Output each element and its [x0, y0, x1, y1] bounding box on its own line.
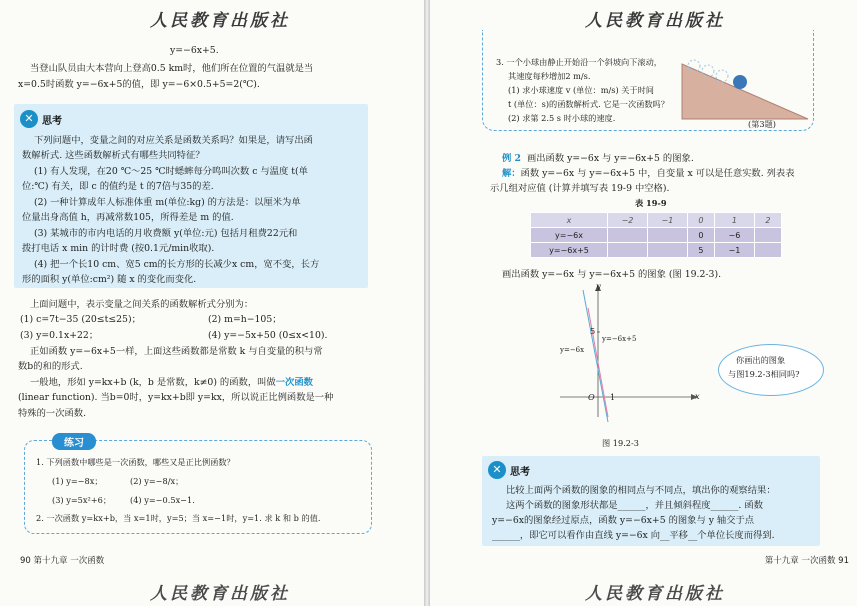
function-graph: [550, 282, 700, 432]
table-cell: [608, 243, 648, 258]
think-line: (2) 一种计算成年人标准体重 m(单位:kg) 的方法是：以厘米为单: [34, 197, 301, 208]
paragraph-line: x=0.5时函数 y=−6x+5的值，即 y=−6×0.5+5=2(℃).: [18, 79, 260, 90]
tick-label: 1: [610, 392, 616, 402]
table-cell: [647, 228, 687, 243]
tick-label: 5: [590, 326, 596, 336]
solution-label: 解：: [502, 168, 521, 179]
think-box: [14, 104, 368, 288]
think-icon: ✕: [488, 461, 506, 479]
definition-text: 一般地，形如 y=kx+b (k，b 是常数，k≠0) 的函数，叫做: [30, 377, 276, 388]
answer-item: (4) y=−5x+50 (0≤x<10).: [208, 330, 328, 341]
definition-line: [30, 376, 313, 390]
think-line: (1) 有人发现，在20 ℃～25 ℃时蟋蟀每分鸣叫次数 c 与温度 t(单: [34, 166, 308, 177]
table-cell: [754, 243, 781, 258]
definition-line: (linear function). 当b=0时，y=kx+b即 y=kx，所以说正比例函数是一种: [18, 392, 334, 403]
figure-caption: (第3题): [748, 119, 776, 129]
think-line: (4) 把一个长10 cm、宽5 cm的长方形的长减少x cm，宽不变，长方: [34, 259, 320, 270]
table-cell: y=−6x: [531, 228, 608, 243]
value-table: [530, 212, 782, 258]
line-label: y=−6x+5: [602, 335, 637, 343]
table-cell: −1: [647, 213, 687, 228]
exercise-line: (2) 求第 2.5 s 时小球的速度.: [508, 113, 616, 123]
table-row: [531, 243, 782, 258]
table-cell: x: [531, 213, 608, 228]
answer-intro: 上面问题中，表示变量之间关系的函数解析式分别为：: [30, 299, 254, 310]
table-cell: −2: [608, 213, 648, 228]
example-label: 例 2: [502, 153, 522, 164]
line-label: y=−6x: [560, 346, 585, 354]
table-title: 表 19-9: [635, 198, 667, 208]
think-line: 下列问题中，变量之间的对应关系是函数关系吗？如果是，请写出函: [34, 135, 313, 146]
table-cell: −6: [714, 228, 754, 243]
solution-text: 函数 y=−6x 与 y=−6x+5 中，自变量 x 可以是任意实数. 列表表: [520, 168, 795, 179]
think-icon: ✕: [20, 110, 38, 128]
table-cell: [754, 228, 781, 243]
think-line: (3) 某城市的市内电话的月收费额 y(单位:元) 包括月租费22元和: [34, 228, 298, 239]
practice-option: (2) y=−8/x；: [130, 476, 184, 486]
table-cell: y=−6x+5: [531, 243, 608, 258]
paragraph-line: 正如函数 y=−6x+5一样，上面这些函数都是常数 k 与自变量的积与常: [30, 346, 323, 357]
exercise-line: t (单位：s)的函数解析式. 它是一次函数吗？: [508, 99, 669, 109]
exercise-line: 其速度每秒增加2 m/s.: [508, 71, 591, 81]
example-text: 画出函数 y=−6x 与 y=−6x+5 的图象.: [526, 153, 694, 164]
practice-question: 2. 一次函数 y=kx+b，当 x=1时，y=5；当 x=−1时，y=1. 求 k 和 b 的值.: [36, 513, 321, 523]
paragraph-line: 当登山队员由大本营向上登高0.5 km时，他们所在位置的气温就是当: [30, 63, 314, 74]
table-cell: [647, 243, 687, 258]
publisher-logo: 人民教育出版社: [585, 11, 725, 31]
footer-logo: 人民教育出版社: [585, 584, 725, 604]
paragraph-line: 数b的和的形式.: [18, 361, 83, 372]
solution-line: 示几组对应值 (计算并填写表 19-9 中空格).: [490, 183, 670, 194]
exercise-line: 3. 一个小球由静止开始沿一个斜坡向下滚动，: [496, 57, 662, 67]
answer-item: (2) m=h−105；: [208, 314, 282, 325]
think-title: 思考: [510, 467, 530, 478]
think-line: y=−6x的图象经过原点，函数 y=−6x+5 的图象与 y 轴交于点: [492, 515, 755, 526]
page-number: 90 第十九章 一次函数: [20, 556, 105, 566]
table-row: [531, 228, 782, 243]
practice-option: (4) y=−0.5x−1.: [130, 495, 195, 505]
definition-line: 特殊的一次函数.: [18, 408, 87, 419]
practice-option: (1) y=−8x；: [52, 476, 103, 486]
right-page: [430, 0, 857, 606]
footer-logo: 人民教育出版社: [150, 584, 290, 604]
exercise-line: (1) 求小球速度 v (单位：m/s) 关于时间: [508, 85, 654, 95]
answer-item: (1) c=7t−35 (20≤t≤25)；: [20, 314, 141, 325]
left-page: [0, 0, 424, 606]
table-header-row: [531, 213, 782, 228]
cloud-text: 与图19.2-3相同吗?: [728, 369, 800, 379]
think-line: 形的面积 y(单位:cm²) 随 x 的变化而变化.: [22, 274, 197, 285]
think-title: 思考: [42, 116, 62, 127]
practice-option: (3) y=5x²+6；: [52, 495, 112, 505]
y-axis-label: y: [596, 281, 601, 291]
cloud-text: 你画出的图象: [736, 355, 786, 365]
table-cell: 2: [754, 213, 781, 228]
think-line: 位量出身高值 h，再减常数105，所得差是 m 的值.: [22, 212, 234, 223]
example-line: [502, 152, 694, 166]
paragraph-line: 画出函数 y=−6x 与 y=−6x+5 的图象 (图 19.2-3).: [502, 269, 722, 280]
table-cell: −1: [714, 243, 754, 258]
practice-tag: 练习: [52, 433, 96, 450]
figure-caption: 图 19.2-3: [602, 438, 639, 448]
table-cell: [608, 228, 648, 243]
equation-line: y=−6x+5.: [170, 45, 219, 56]
origin-label: O: [588, 392, 595, 402]
solution-line: [502, 167, 795, 181]
think-line: 数解析式. 这些函数解析式有哪些共同特征？: [22, 150, 205, 161]
table-cell: 0: [687, 213, 714, 228]
page-number: 第十九章 一次函数 91: [764, 556, 849, 566]
table-cell: 5: [687, 243, 714, 258]
think-line: 这两个函数的图象形状都是______，并且倾斜程度______. 函数: [506, 500, 763, 511]
x-axis-label: x: [695, 391, 700, 401]
slope-figure: [680, 44, 810, 124]
think-line: 位:℃) 有关，即 c 的值约是 t 的7倍与35的差.: [22, 181, 214, 192]
table-cell: 1: [714, 213, 754, 228]
table-cell: 0: [687, 228, 714, 243]
practice-question: 1. 下列函数中哪些是一次函数，哪些又是正比例函数？: [36, 457, 235, 467]
think-line: ______，即它可以看作由直线 y=−6x 向__平移__个单位长度而得到.: [492, 530, 775, 541]
definition-term: 一次函数: [275, 377, 313, 388]
publisher-logo: 人民教育出版社: [150, 11, 290, 31]
answer-item: (3) y=0.1x+22；: [20, 330, 99, 341]
think-line: 比较上面两个函数的图象的相同点与不同点，填出你的观察结果：: [506, 485, 776, 496]
think-box: [482, 456, 820, 546]
think-line: 拨打电话 x min 的计时费 (按0.1元/min收取).: [22, 243, 215, 254]
